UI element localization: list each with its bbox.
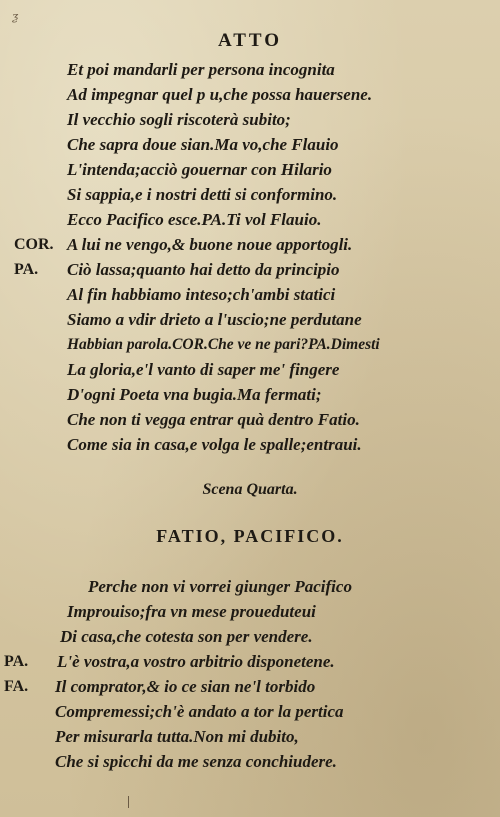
verse-text: Ecco Pacifico esce.PA.Ti vol Flauio. [67,210,322,229]
verse-text: Perche non vi vorrei giunger Pacifico [88,577,352,596]
verse-text: Improuiso;fra vn mese proueduteui [67,602,316,621]
verse-line [0,358,500,382]
verse-text: Ciò lassa;quanto hai detto da principio [67,260,340,279]
scene-characters: FATIO, PACIFICO. [156,526,344,546]
verse-text: L'intenda;acciò gouernar con Hilario [67,160,332,179]
verse-line [0,133,500,157]
verse-text: Il vecchio sogli riscoterà subito; [67,110,291,129]
verse-line [0,83,500,107]
verse-text: Di casa,che cotesta son per vendere. [60,627,313,646]
verse-line [0,675,500,699]
speaker-label: PA. [14,261,39,278]
verse-line [0,183,500,207]
verse-text: Et poi mandarli per persona incognita [67,60,335,79]
verse-line [0,108,500,132]
verse-text: Siamo a vdir drieto a l'uscio;ne perdutane [67,310,362,329]
verse-line [0,208,500,232]
verse-text: A lui ne vengo,& buone noue apportogli. [67,235,353,254]
verse-line [0,750,500,774]
verse-text: Che sapra doue sian.Ma vo,che Flauio [67,135,339,154]
verse-line [0,700,500,724]
verse-text: Si sappia,e i nostri detti si conformino. [67,185,338,204]
verse-line [0,308,500,332]
verse-text: Compremessi;ch'è andato a tor la pertica [55,702,344,721]
verse-text: Per misurarla tutta.Non mi dubito, [55,727,299,746]
verse-line [0,625,500,649]
verse-text: D'ogni Poeta vna bugia.Ma fermati; [67,385,322,404]
verse-line [0,58,500,82]
page-corner-mark: ƺ [12,10,19,23]
running-header: ATTO [217,30,283,51]
verse-line [0,575,500,599]
verse-line [0,258,500,282]
verse-line [0,433,500,457]
verse-text: Che si spicchi da me senza conchiudere. [55,752,337,771]
verse-text: La gloria,e'l vanto di saper me' fingere [67,360,340,379]
scene-title: Scena Quarta. [202,481,298,498]
verse-line [0,408,500,432]
verse-line [0,283,500,307]
verse-text: Il comprator,& io ce sian ne'l torbido [55,677,316,696]
verse-line [0,158,500,182]
speaker-label: FA. [4,678,29,695]
verse-line [0,233,500,257]
verse-line [0,333,500,357]
verse-text: Habbian parola.COR.Che ve ne pari?PA.Dimesti [67,336,380,353]
verse-line [0,600,500,624]
verse-line [0,650,500,674]
speaker-label: COR. [14,236,54,253]
verse-text: Ad impegnar quel p u,che possa hauersene. [67,85,373,104]
verse-text: L'è vostra,a vostro arbitrio disponetene. [57,652,335,671]
verse-text: Al fin habbiamo inteso;ch'ambi statici [67,285,336,304]
verse-text: Come sia in casa,e volga le spalle;entraui. [67,435,362,454]
speaker-label: PA. [4,653,29,670]
verse-line [0,383,500,407]
verse-line [0,725,500,749]
bottom-margin-mark [128,796,129,808]
verse-text: Che non ti vegga entrar quà dentro Fatio. [67,410,360,429]
